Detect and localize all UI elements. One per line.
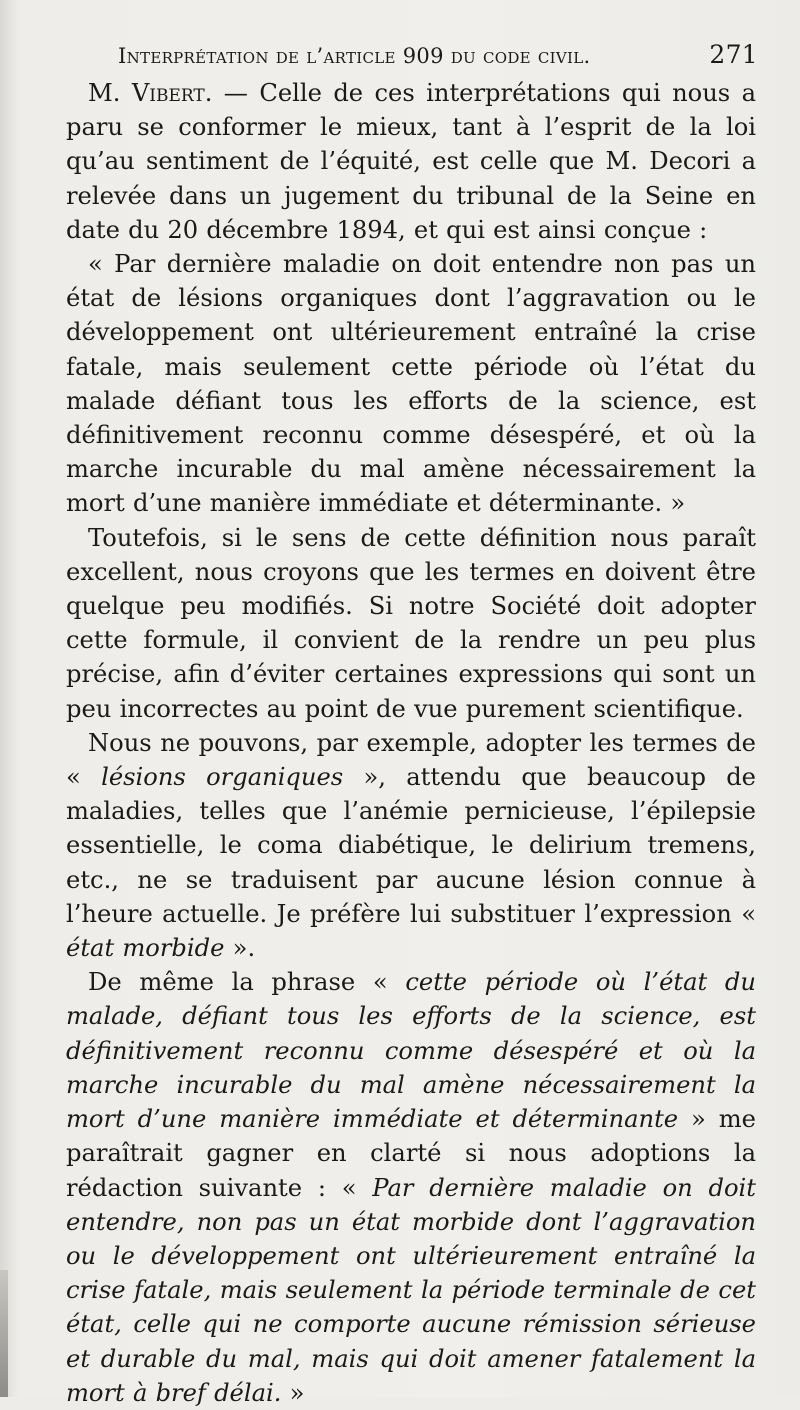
paragraph-3 (66, 521, 756, 726)
body-text (66, 76, 756, 1410)
paragraph-4-part-c: », attendu que beaucoup de maladies, telles que l’anémie pernicieuse, l’épilepsie essentielle, le coma diabétique, le delirium tremens, etc., ne se traduisent par aucune lésion connue à l’heure actuelle. Je préfère lui substituer l’expression « (66, 763, 756, 928)
paragraph-3-text: Toutefois, si le sens de cette définition nous paraît excellent, nous croyons que les termes en doivent être quelque peu modifiés. Si notre Société doit adopter cette formule, il convient de la rendre un peu plus précise, afin d’éviter certaines expressions qui sont un peu incorrectes au point de vue purement scientifique. (66, 523, 756, 723)
paragraph-1 (66, 76, 756, 247)
running-header (118, 38, 758, 72)
paragraph-2-text: « Par dernière maladie on doit entendre non pas un état de lésions organiques dont l’aggravation ou le développement ont ultérieurement entraîné la crise fatale, mais seulement cette période où l’état du malade défiant tous les efforts de la science, est définitivement reconnu comme désespéré, et où la marche incurable du mal amène nécessairement la mort d’une manière immédiate et déterminante. » (66, 250, 756, 518)
paragraph-4-part-a: Nous ne pouvons, par exemple, adopter les termes de « (66, 728, 756, 792)
paragraph-5 (66, 965, 756, 1410)
paragraph-5-part-e: » (281, 1378, 305, 1407)
paragraph-1-text: — Celle de ces interprétations qui nous a paru se conformer le mieux, tant à l’esprit de la loi qu’au sentiment de l’équité, est celle que M. Decori a relevée dans un jugement du tribunal de la Seine en date du 20 décembre 1894, et qui est ainsi conçue : (66, 79, 756, 244)
paragraph-4-italic-d: état morbide (66, 934, 225, 963)
page-edge (0, 1270, 8, 1397)
running-title: Interprétation de l’article 909 du code civil. (118, 44, 591, 68)
paragraph-4 (66, 726, 756, 965)
page-number: 271 (709, 40, 758, 69)
paragraph-5-part-a: De même la phrase « (88, 968, 406, 997)
paragraph-4-italic-b: lésions organiques (101, 763, 344, 792)
paragraph-5-italic-b: cette période où l’état du malade, défiant tous les efforts de la science, est définitivement reconnu comme désespéré et où la marche incurable du mal amène nécessairement la mort d’une manière immédiate et déterminante (66, 968, 756, 1134)
paragraph-4-part-e: ». (224, 934, 256, 963)
paragraph-2-quote (66, 247, 756, 521)
paragraph-5-italic-d: Par dernière maladie on doit entendre, non pas un état morbide dont l’aggravation ou le développement ont ultérieurement entraîné la crise fatale, mais seulement la période terminale de cet état, celle qui ne comporte aucune rémission sérieuse et durable du mal, mais qui doit amener fatalement la mort à bref délai. (66, 1173, 756, 1407)
paragraph-5-part-c: » me paraîtrait gagner en clarté si nous adoptions la rédaction suivante : « (66, 1105, 756, 1202)
speaker-name: M. Vibert. (88, 79, 213, 107)
